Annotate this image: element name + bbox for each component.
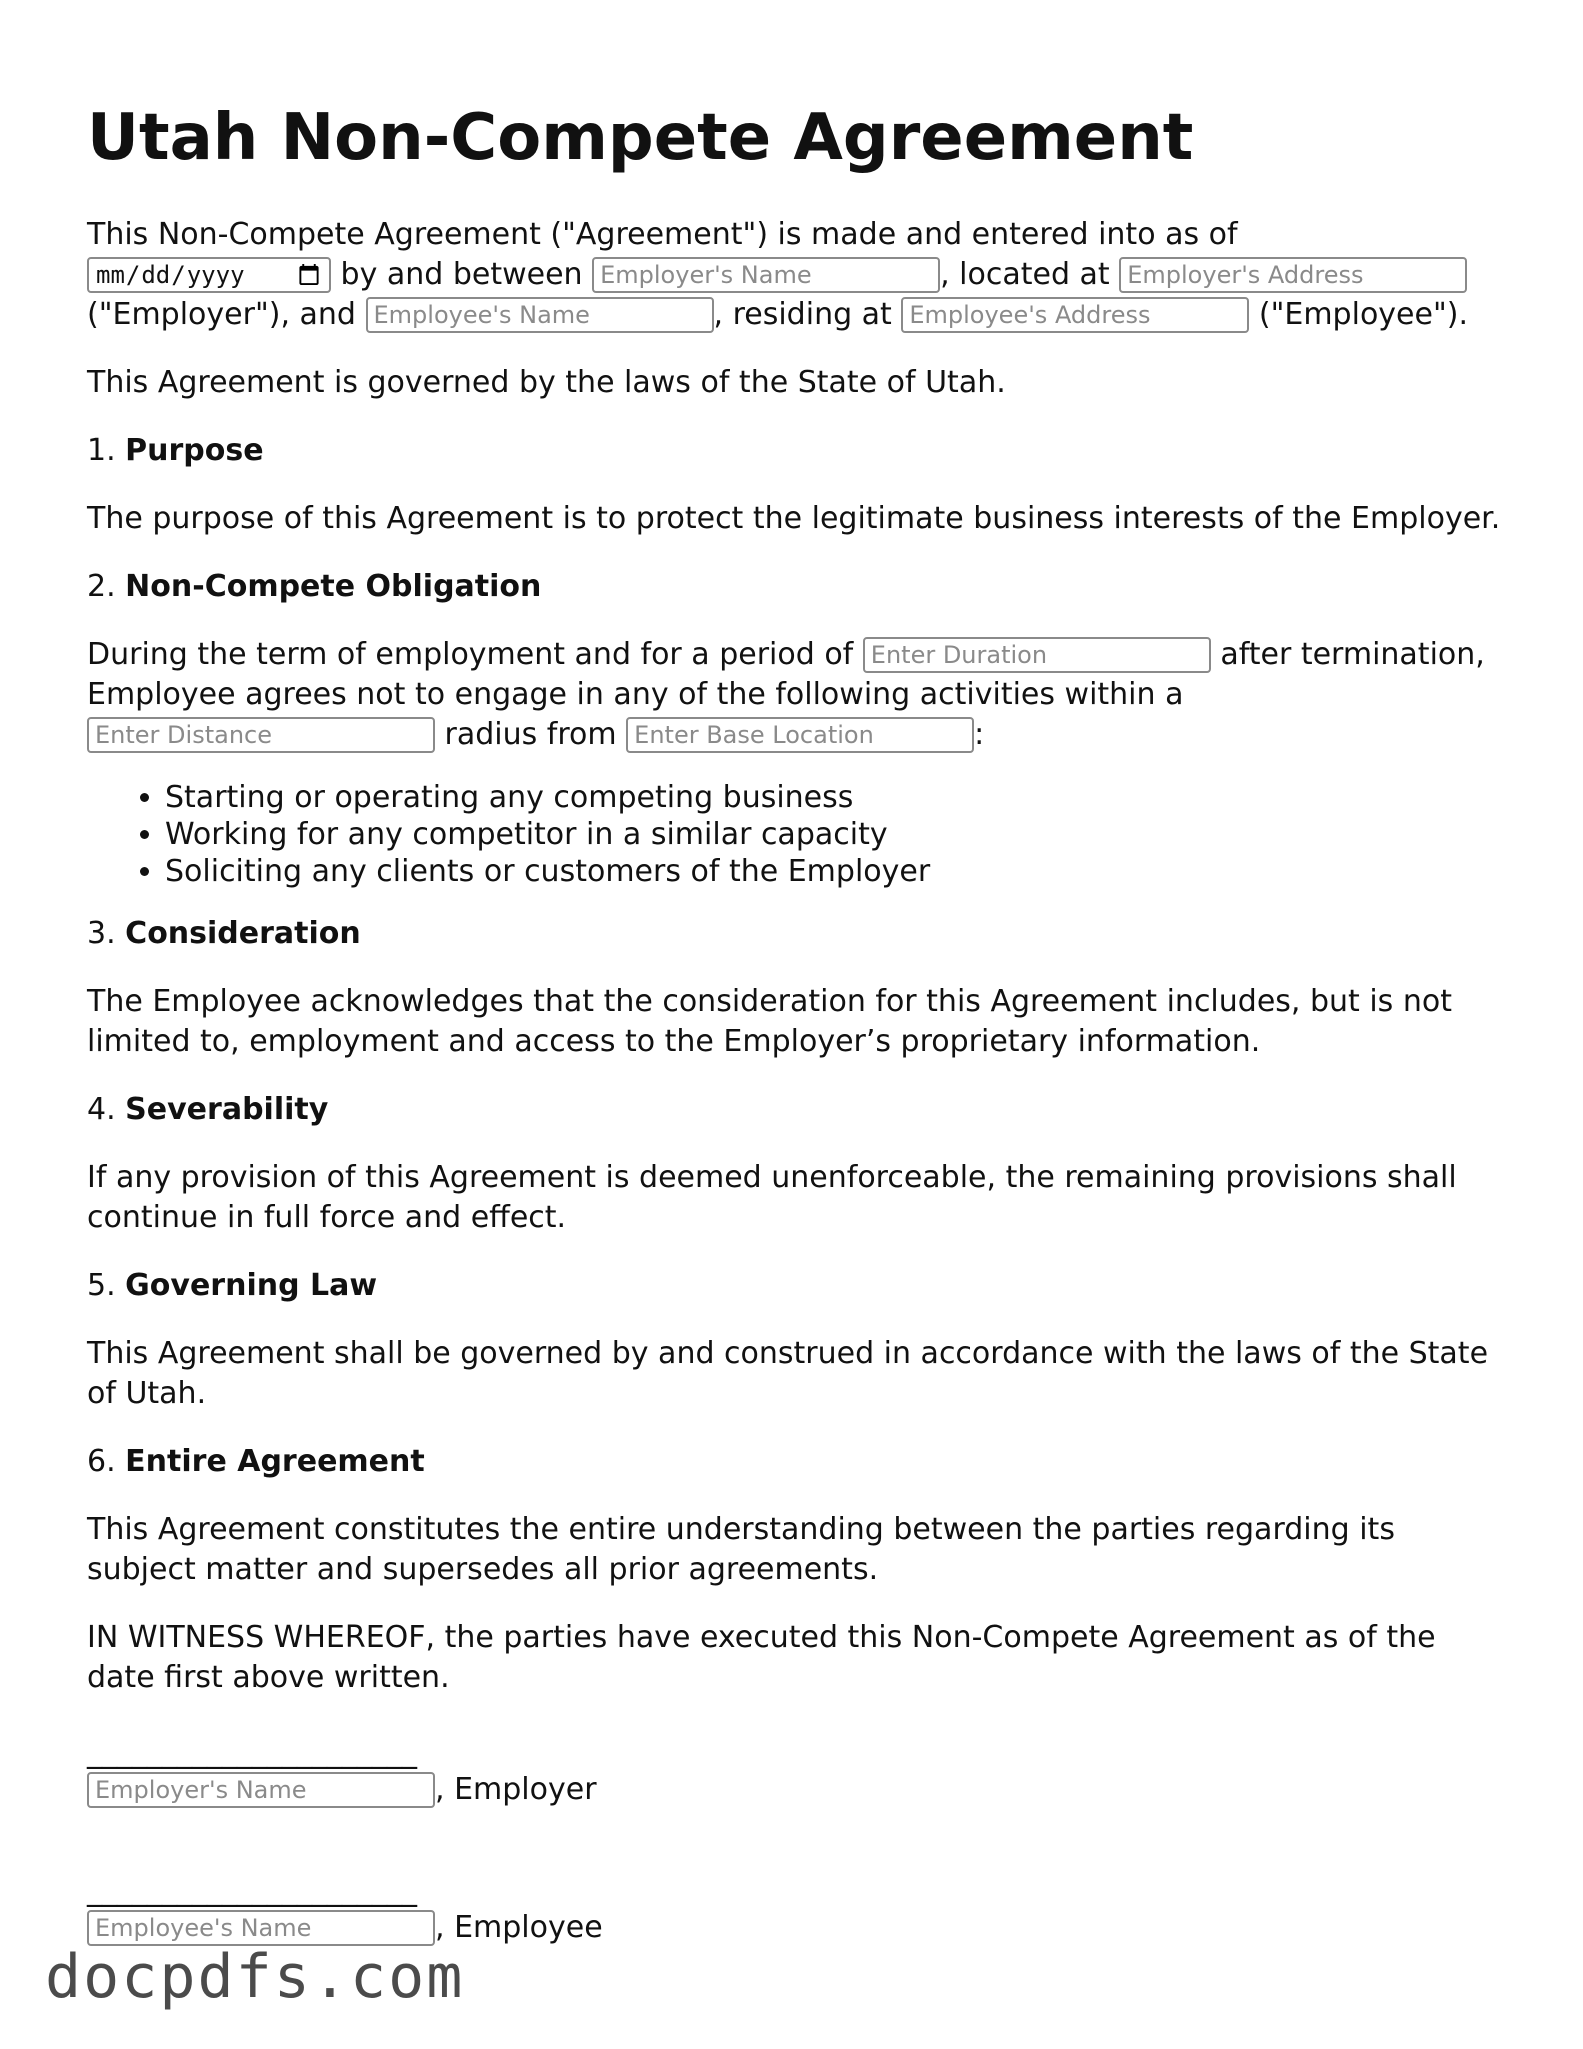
- intro-text-4: ("Employer"), and: [87, 296, 366, 332]
- duration-input[interactable]: [863, 637, 1211, 673]
- section-2-text-1: During the term of employment and for a period of: [87, 636, 863, 672]
- section-5-heading: [87, 1266, 1507, 1306]
- intro-text-1: This Non-Compete Agreement ("Agreement") is made and entered into as of: [87, 216, 1238, 252]
- section-4-body: If any provision of this Agreement is deemed unenforceable, the remaining provisions shall continue in full force and effect.: [87, 1159, 1457, 1235]
- section-title: Severability: [125, 1091, 329, 1127]
- section-title: Consideration: [125, 915, 361, 951]
- list-item: • Soliciting any clients or customers of the Employer: [165, 853, 1507, 890]
- employer-signature-row: [87, 1770, 1507, 1810]
- governing-statement: This Agreement is governed by the laws of the State of Utah.: [87, 364, 1006, 400]
- employer-address-input[interactable]: [1119, 257, 1467, 293]
- employee-name-input[interactable]: [366, 297, 714, 333]
- section-3-body: The Employee acknowledges that the consideration for this Agreement includes, but is not limited to, employment and access to the Employer’s proprietary information.: [87, 983, 1452, 1059]
- section-title: Governing Law: [125, 1267, 378, 1303]
- document-page: [87, 100, 1507, 2012]
- page-title: Utah Non-Compete Agreement: [87, 101, 1194, 175]
- watermark: docpdfs.com: [45, 1942, 465, 2012]
- base-location-input[interactable]: [626, 717, 974, 753]
- section-number: 4.: [87, 1091, 126, 1127]
- employee-role-label: , Employee: [435, 1909, 603, 1945]
- section-1-body: The purpose of this Agreement is to protect the legitimate business interests of the Employer.: [87, 500, 1501, 536]
- employer-role-label: , Employer: [435, 1771, 597, 1807]
- intro-text-3: , located at: [940, 256, 1120, 292]
- intro-paragraph: [87, 215, 1507, 335]
- section-3-heading: [87, 914, 1507, 954]
- intro-text-5: , residing at: [713, 296, 902, 332]
- section-2-text-4: :: [974, 716, 985, 752]
- employer-name-input[interactable]: [592, 257, 940, 293]
- list-item: • Starting or operating any competing business: [165, 779, 1507, 816]
- witness-statement: IN WITNESS WHEREOF, the parties have executed this Non-Compete Agreement as of the date first above written.: [87, 1619, 1436, 1695]
- list-item: • Working for any competitor in a similar capacity: [165, 816, 1507, 853]
- section-2-body: [87, 635, 1507, 755]
- distance-input[interactable]: [87, 717, 435, 753]
- section-1-heading: [87, 431, 1507, 471]
- section-number: 2.: [87, 568, 126, 604]
- section-6-heading: [87, 1442, 1507, 1482]
- section-number: 3.: [87, 915, 126, 951]
- employee-address-input[interactable]: [901, 297, 1249, 333]
- employer-signature-name-input[interactable]: [87, 1772, 435, 1808]
- section-6-body: This Agreement constitutes the entire understanding between the parties regarding its subject matter and supersedes all prior agreements.: [87, 1511, 1395, 1587]
- section-2-text-2: after termination, Employee agrees not to engage in any of the following activities within a: [87, 636, 1485, 712]
- section-title: Non-Compete Obligation: [125, 568, 542, 604]
- section-number: 1.: [87, 432, 126, 468]
- agreement-date-input[interactable]: [87, 257, 331, 293]
- restricted-activities-list: [87, 779, 1507, 890]
- intro-text-2: by and between: [331, 256, 593, 292]
- section-4-heading: [87, 1090, 1507, 1130]
- employee-signature-line: ______________________: [87, 1872, 417, 1908]
- employer-signature-line: ______________________: [87, 1734, 417, 1770]
- section-2-text-3: radius from: [435, 716, 627, 752]
- section-number: 6.: [87, 1443, 126, 1479]
- intro-text-6: ("Employee").: [1249, 296, 1469, 332]
- employee-signature-name-input[interactable]: [87, 1910, 435, 1946]
- section-number: 5.: [87, 1267, 126, 1303]
- section-title: Entire Agreement: [125, 1443, 425, 1479]
- signature-block: [87, 1736, 1507, 1948]
- section-5-body: This Agreement shall be governed by and construed in accordance with the laws of the State of Utah.: [87, 1335, 1489, 1411]
- section-2-heading: [87, 567, 1507, 607]
- section-title: Purpose: [125, 432, 264, 468]
